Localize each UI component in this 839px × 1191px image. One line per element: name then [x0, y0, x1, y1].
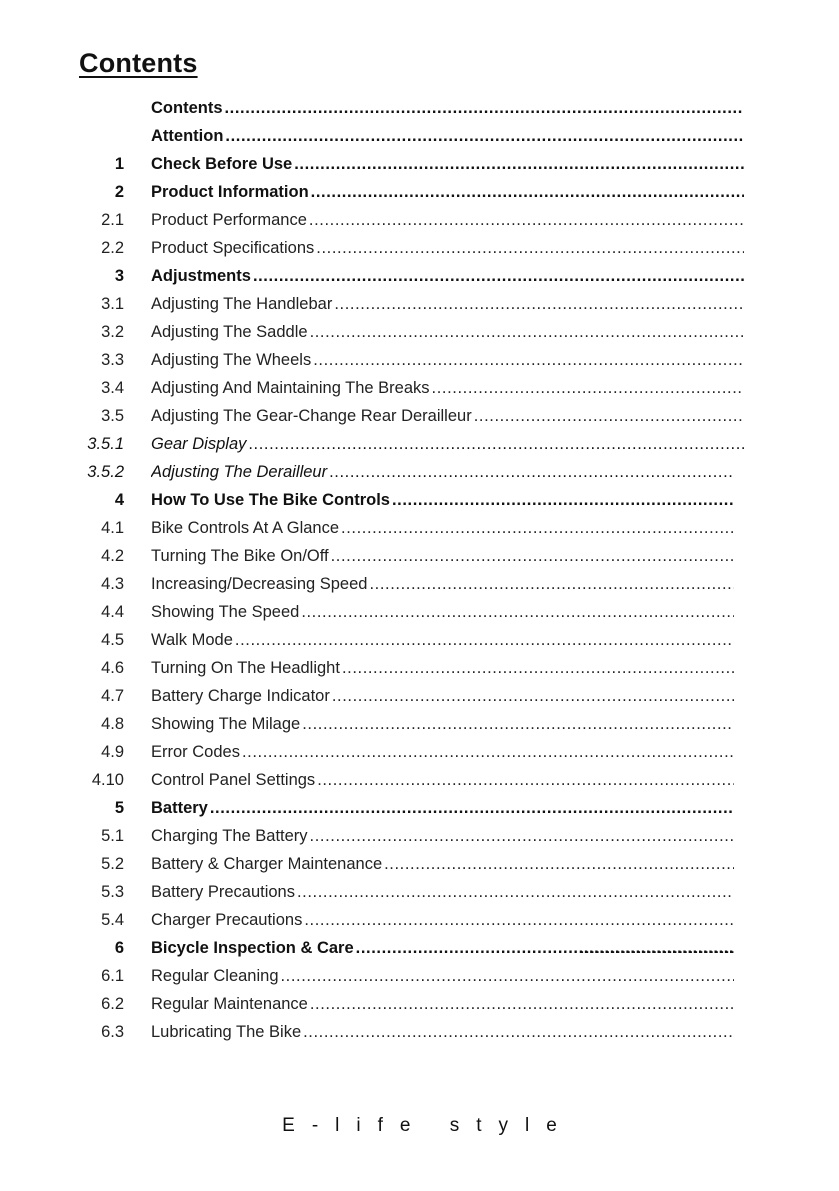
toc-entry-line — [151, 990, 734, 1018]
toc-entry-number: 2 — [114, 183, 124, 201]
toc-entry-line — [151, 430, 744, 458]
toc-entry-label: Showing The Speed — [151, 603, 300, 621]
toc-entry[interactable] — [0, 738, 839, 766]
dot-leader — [310, 318, 744, 346]
toc-entry[interactable] — [0, 878, 839, 906]
dot-leader — [225, 94, 745, 122]
toc-entry-label: Control Panel Settings — [151, 771, 316, 789]
dot-leader — [294, 150, 744, 178]
toc-entry-line — [151, 794, 734, 822]
dot-leader — [309, 206, 744, 234]
toc-entry[interactable] — [0, 766, 839, 794]
toc-entry[interactable] — [0, 794, 839, 822]
toc-entry-line — [151, 710, 734, 738]
toc-entry-line — [151, 122, 744, 150]
toc-entry-number: 6.2 — [101, 995, 124, 1013]
toc-entry-line — [151, 150, 744, 178]
toc-entry-label: Charging The Battery — [151, 827, 308, 845]
toc-entry-label: Lubricating The Bike — [151, 1023, 302, 1041]
dot-leader — [281, 962, 735, 990]
toc-entry[interactable] — [0, 234, 839, 262]
toc-entry[interactable] — [0, 150, 839, 178]
toc-entry-number: 1 — [114, 155, 124, 173]
dot-leader — [297, 878, 734, 906]
toc-entry-label: Battery Precautions — [151, 883, 295, 901]
toc-entry-line — [151, 346, 744, 374]
dot-leader — [369, 570, 734, 598]
toc-entry-line — [151, 1018, 734, 1046]
toc-entry-number: 3.2 — [101, 323, 124, 341]
toc-entry-line — [151, 850, 734, 878]
toc-entry-line — [151, 962, 734, 990]
dot-leader — [248, 430, 744, 458]
toc-entry-label: Regular Cleaning — [151, 967, 279, 985]
toc-entry[interactable] — [0, 514, 839, 542]
toc-entry-number: 4.3 — [101, 575, 124, 593]
toc-entry-number: 3.4 — [101, 379, 124, 397]
toc-entry[interactable] — [0, 570, 839, 598]
toc-entry-number: 4.1 — [101, 519, 124, 537]
dot-leader — [253, 262, 744, 290]
toc-entry-number: 5.1 — [101, 827, 124, 845]
toc-entry-label: Adjusting The Wheels — [151, 351, 312, 369]
toc-entry-label: Turning The Bike On/Off — [151, 547, 329, 565]
dot-leader — [341, 514, 734, 542]
toc-entry-line — [151, 682, 734, 710]
toc-entry-number: 3.5.1 — [87, 435, 124, 453]
dot-leader — [334, 290, 744, 318]
toc-entry-label: Battery Charge Indicator — [151, 687, 330, 705]
toc-entry-label: Increasing/Decreasing Speed — [151, 575, 368, 593]
toc-entry-number: 5.4 — [101, 911, 124, 929]
toc-entry-line — [151, 514, 734, 542]
toc-entry-line — [151, 878, 734, 906]
dot-leader — [384, 850, 734, 878]
toc-entry-number: 3.1 — [101, 295, 124, 313]
toc-entry[interactable] — [0, 430, 839, 458]
toc-entry-line — [151, 766, 734, 794]
toc-entry-label: Gear Display — [151, 435, 247, 453]
toc-entry-label: Battery & Charger Maintenance — [151, 855, 383, 873]
toc-entry[interactable] — [0, 178, 839, 206]
toc-entry-label: Adjusting The Gear-Change Rear Derailleur — [151, 407, 472, 425]
toc-entry-number: 4.4 — [101, 603, 124, 621]
toc-entry-line — [151, 486, 734, 514]
page-title: Contents — [79, 48, 198, 78]
toc-entry-label: Walk Mode — [151, 631, 233, 649]
toc-entry-line — [151, 738, 734, 766]
toc-entry[interactable] — [0, 710, 839, 738]
toc-entry-number: 4.2 — [101, 547, 124, 565]
toc-entry-label: Adjustments — [151, 267, 251, 285]
toc-entry-number: 3.5 — [101, 407, 124, 425]
toc-entry[interactable] — [0, 962, 839, 990]
toc-entry[interactable] — [0, 598, 839, 626]
toc-entry-number: 5 — [114, 799, 124, 817]
toc-entry-label: Turning On The Headlight — [151, 659, 340, 677]
dot-leader — [331, 542, 734, 570]
toc-entry[interactable] — [0, 290, 839, 318]
toc-entry-number: 4.10 — [91, 771, 124, 789]
toc-entry[interactable] — [0, 94, 839, 122]
toc-entry[interactable] — [0, 822, 839, 850]
footer-brand: E-life style — [282, 1115, 574, 1136]
dot-leader — [313, 346, 744, 374]
toc-entry[interactable] — [0, 626, 839, 654]
toc-entry-number: 4.8 — [101, 715, 124, 733]
toc-entry-line — [151, 178, 744, 206]
toc-entry-label: How To Use The Bike Controls — [151, 491, 390, 509]
dot-leader — [316, 234, 744, 262]
toc-entry[interactable] — [0, 906, 839, 934]
toc-entry-number: 6 — [114, 939, 124, 957]
table-of-contents — [0, 94, 839, 1046]
dot-leader — [302, 710, 734, 738]
toc-entry[interactable] — [0, 682, 839, 710]
dot-leader — [210, 794, 734, 822]
toc-entry-line — [151, 598, 734, 626]
toc-entry-label: Adjusting The Derailleur — [151, 463, 328, 481]
toc-entry-number: 6.1 — [101, 967, 124, 985]
toc-entry-label: Check Before Use — [151, 155, 293, 173]
toc-entry-label: Product Information — [151, 183, 309, 201]
dot-leader — [310, 990, 734, 1018]
toc-entry-line — [151, 94, 744, 122]
dot-leader — [225, 122, 744, 150]
toc-entry[interactable] — [0, 1018, 839, 1046]
toc-entry-number: 3 — [114, 267, 124, 285]
toc-entry-line — [151, 290, 744, 318]
toc-entry-label: Error Codes — [151, 743, 240, 761]
toc-entry-line — [151, 542, 734, 570]
dot-leader — [304, 906, 734, 934]
dot-leader — [342, 654, 734, 682]
toc-entry-label: Adjusting The Handlebar — [151, 295, 333, 313]
toc-entry-line — [151, 458, 734, 486]
toc-entry-number: 2.2 — [101, 239, 124, 257]
toc-entry[interactable] — [0, 318, 839, 346]
toc-entry-number: 3.5.2 — [87, 463, 124, 481]
toc-entry-label: Bicycle Inspection & Care — [151, 939, 354, 957]
dot-leader — [474, 402, 744, 430]
toc-entry-line — [151, 822, 734, 850]
toc-entry-label: Adjusting And Maintaining The Breaks — [151, 379, 430, 397]
toc-entry-label: Battery — [151, 799, 208, 817]
dot-leader — [242, 738, 734, 766]
toc-entry-line — [151, 374, 744, 402]
dot-leader — [332, 682, 734, 710]
toc-entry-number: 4 — [114, 491, 124, 509]
toc-entry-number: 2.1 — [101, 211, 124, 229]
toc-entry-number: 5.2 — [101, 855, 124, 873]
toc-entry[interactable] — [0, 542, 839, 570]
toc-entry-number: 4.6 — [101, 659, 124, 677]
dot-leader — [432, 374, 744, 402]
toc-entry-number: 5.3 — [101, 883, 124, 901]
toc-entry[interactable] — [0, 486, 839, 514]
toc-entry-number: 3.3 — [101, 351, 124, 369]
toc-entry-line — [151, 934, 734, 962]
toc-entry[interactable] — [0, 850, 839, 878]
toc-entry[interactable] — [0, 402, 839, 430]
toc-entry-line — [151, 402, 744, 430]
toc-entry-label: Adjusting The Saddle — [151, 323, 308, 341]
toc-entry-line — [151, 206, 744, 234]
dot-leader — [303, 1018, 734, 1046]
toc-entry-number: 4.5 — [101, 631, 124, 649]
toc-entry-label: Showing The Milage — [151, 715, 301, 733]
dot-leader — [301, 598, 734, 626]
toc-entry-label: Product Performance — [151, 211, 307, 229]
toc-entry-line — [151, 570, 734, 598]
toc-entry-line — [151, 654, 734, 682]
toc-entry-line — [151, 906, 734, 934]
dot-leader — [310, 822, 734, 850]
toc-entry[interactable] — [0, 122, 839, 150]
toc-entry-label: Bike Controls At A Glance — [151, 519, 340, 537]
toc-entry[interactable] — [0, 990, 839, 1018]
dot-leader — [311, 178, 744, 206]
toc-entry-line — [151, 234, 744, 262]
toc-entry[interactable] — [0, 934, 839, 962]
toc-entry[interactable] — [0, 206, 839, 234]
dot-leader — [392, 486, 734, 514]
toc-entry-label: Attention — [151, 127, 224, 145]
dot-leader — [329, 458, 734, 486]
dot-leader — [356, 934, 734, 962]
toc-entry[interactable] — [0, 458, 839, 486]
dot-leader — [317, 766, 734, 794]
toc-entry-line — [151, 626, 734, 654]
toc-entry[interactable] — [0, 654, 839, 682]
toc-entry-number: 4.7 — [101, 687, 124, 705]
toc-entry-number: 4.9 — [101, 743, 124, 761]
toc-entry-line — [151, 318, 744, 346]
toc-entry[interactable] — [0, 374, 839, 402]
toc-entry-line — [151, 262, 744, 290]
toc-entry-label: Regular Maintenance — [151, 995, 308, 1013]
toc-entry-label: Product Specifications — [151, 239, 315, 257]
dot-leader — [235, 626, 734, 654]
toc-entry-label: Charger Precautions — [151, 911, 303, 929]
toc-entry[interactable] — [0, 262, 839, 290]
toc-entry-number: 6.3 — [101, 1023, 124, 1041]
toc-entry[interactable] — [0, 346, 839, 374]
toc-entry-label: Contents — [151, 99, 223, 117]
